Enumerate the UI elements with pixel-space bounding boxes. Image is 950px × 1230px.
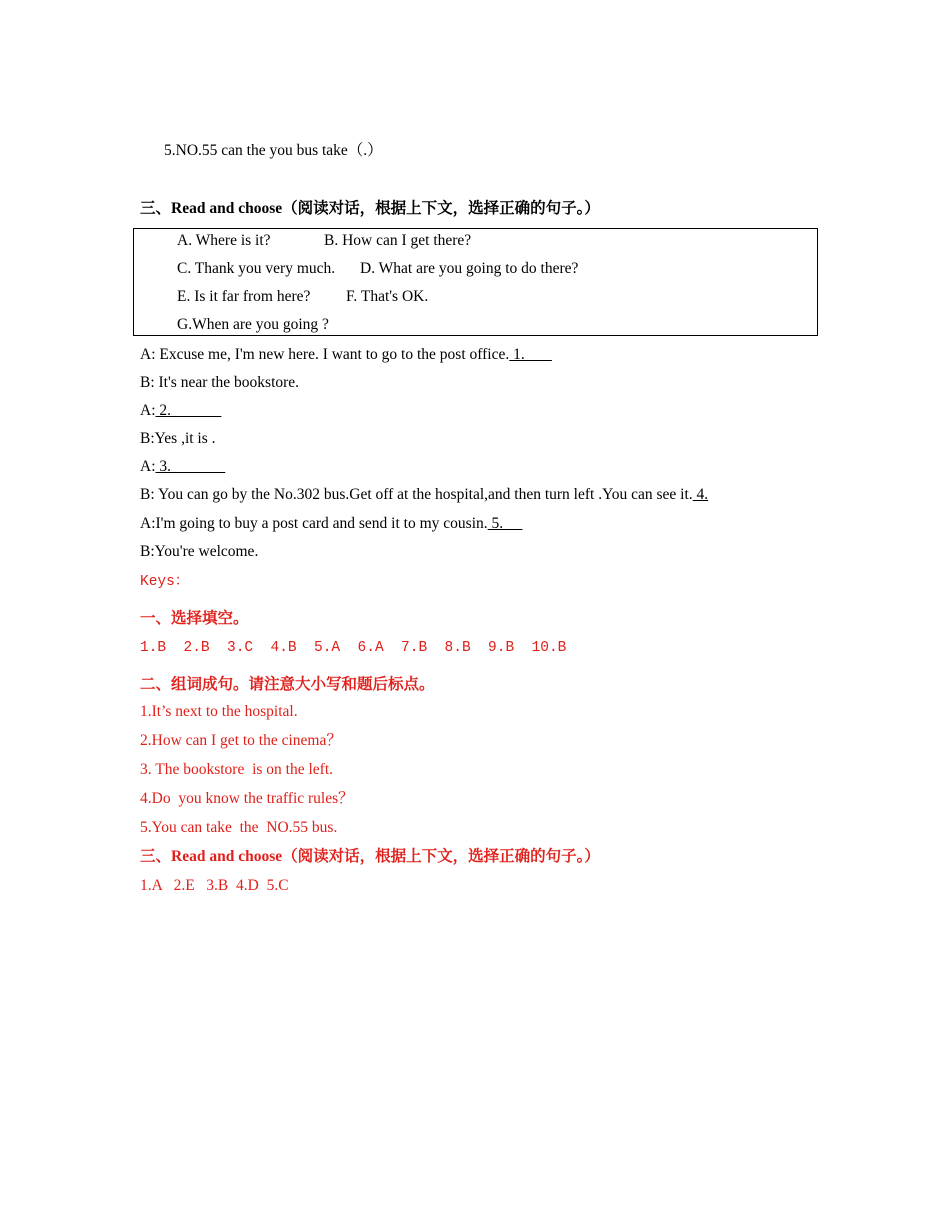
option-c: C. Thank you very much. xyxy=(177,260,336,277)
answer-blank-5[interactable]: 5. xyxy=(487,515,523,532)
answer-blank-2[interactable]: 2. xyxy=(155,402,222,419)
section3-title: Read and choose xyxy=(171,200,283,217)
options-box xyxy=(133,228,818,336)
dialogue-text: A: Excuse me, I'm new here. I want to go to the post office. xyxy=(140,346,510,363)
question-5: 5.NO.55 can the you bus take（.） xyxy=(164,142,383,159)
keys-section2-answer-5: 5.You can take the NO.55 bus. xyxy=(140,819,338,836)
dialogue-line-2: B: It's near the bookstore. xyxy=(140,374,300,391)
dialogue-line-4: B:Yes ,it is . xyxy=(140,430,216,447)
answer-blank-3[interactable]: 3. xyxy=(155,458,226,475)
keys-section2-answer-3: 3. The bookstore is on the left. xyxy=(140,761,334,778)
dialogue-text: A: xyxy=(140,402,156,419)
keys-section1-answers: 1.B 2.B 3.C 4.B 5.A 6.A 7.B 8.B 9.B 10.B xyxy=(140,640,567,656)
dialogue-text: A:I'm going to buy a post card and send it to my cousin. xyxy=(140,515,488,532)
option-b: B. How can I get there? xyxy=(324,232,472,249)
dialogue-line-6 xyxy=(140,485,708,505)
dialogue-text: B: You can go by the No.302 bus.Get off at the hospital,and then turn left .You can see it. xyxy=(140,486,693,503)
dialogue-text: A: xyxy=(140,458,156,475)
keys-section2-heading: 二、组词成句。请注意大小写和题后标点。 xyxy=(140,676,435,693)
dialogue-line-1 xyxy=(140,345,552,365)
answer-blank-4[interactable]: 4. xyxy=(692,486,709,503)
option-a: A. Where is it? xyxy=(177,232,271,249)
section3-instruction: （阅读对话，根据上下文，选择正确的句子。） xyxy=(282,200,600,217)
dialogue-line-5 xyxy=(140,457,225,477)
keys-section2-answer-1: 1.It’s next to the hospital. xyxy=(140,703,298,720)
dialogue-line-3 xyxy=(140,401,221,421)
answer-blank-1[interactable]: 1. xyxy=(509,346,552,363)
option-f: F. That's OK. xyxy=(346,288,429,305)
option-d: D. What are you going to do there? xyxy=(360,260,579,277)
keys-label: Keys： xyxy=(140,574,190,590)
keys-section3-prefix: 三、 xyxy=(140,848,172,865)
option-e: E. Is it far from here? xyxy=(177,288,311,305)
keys-section3-answers: 1.A 2.E 3.B 4.D 5.C xyxy=(140,877,289,894)
section3-prefix: 三、 xyxy=(140,200,172,217)
keys-section2-answer-2: 2.How can I get to the cinema？ xyxy=(140,732,342,749)
keys-section3-title: Read and choose xyxy=(171,848,283,865)
option-g: G.When are you going ? xyxy=(177,316,329,333)
dialogue-line-8: B:You're welcome. xyxy=(140,543,259,560)
keys-section3-instruction: （阅读对话，根据上下文，选择正确的句子。） xyxy=(282,848,600,865)
keys-section1-heading: 一、选择填空。 xyxy=(140,610,249,627)
section3-heading xyxy=(140,199,600,219)
dialogue-line-7 xyxy=(140,514,523,534)
keys-section2-answer-4: 4.Do you know the traffic rules？ xyxy=(140,790,354,807)
keys-section3-heading xyxy=(140,847,600,867)
